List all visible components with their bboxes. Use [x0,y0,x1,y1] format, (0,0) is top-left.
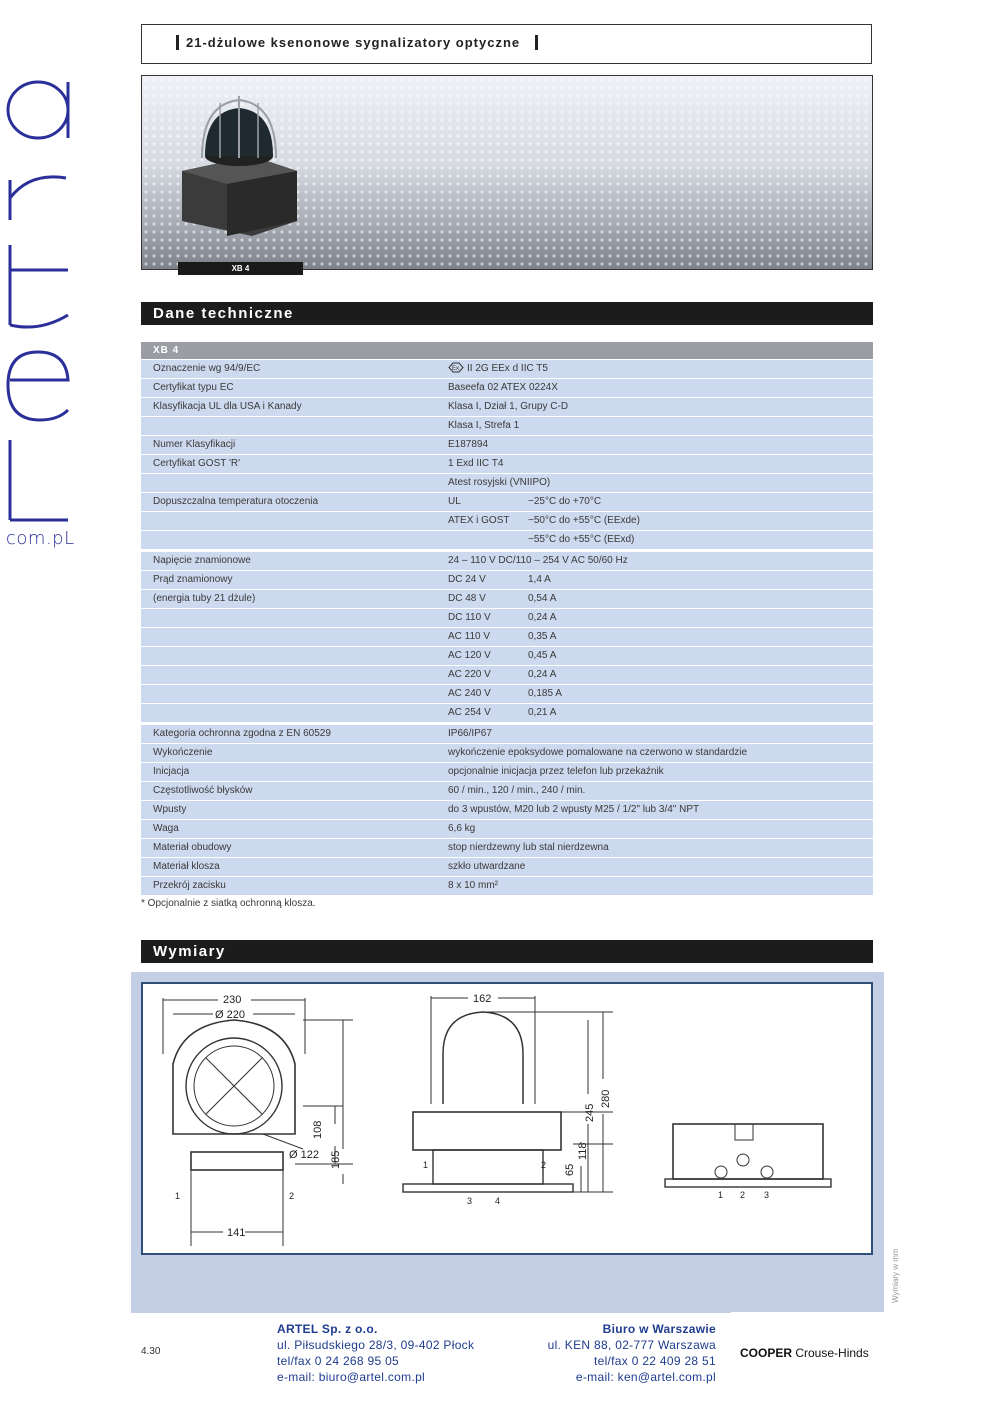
table-row [141,781,873,800]
technical-drawing [143,984,871,1253]
dim-185: 185 [330,1150,342,1169]
spec-value [448,628,490,646]
spec-value-secondary: 0,185 A [528,688,562,699]
spec-label: Materiał obudowy [153,842,232,853]
table-row [141,570,873,589]
spec-value-secondary: 0,54 A [528,593,557,604]
table-row [141,819,873,838]
table-row [141,473,873,492]
section-technical-data: Dane techniczne [141,302,873,325]
spec-label: Inicjacja [153,766,190,777]
table-row [141,703,873,722]
specs-table [141,342,873,895]
spec-label: (energia tuby 21 dżule) [153,593,256,604]
table-row [141,800,873,819]
office-title: Biuro w Warszawie [602,1322,716,1336]
spec-value [448,839,609,857]
footer-divider [131,1312,731,1313]
spec-value-secondary: 0,35 A [528,631,557,642]
spec-value [448,571,486,589]
spec-value-secondary: −55°C do +55°C (EExd) [528,534,635,545]
artel-logo [0,70,80,570]
page-title: 21-dżulowe ksenonowe sygnalizatory optyczne [186,35,521,50]
dim-118: 118 [577,1142,589,1160]
spec-value-text: IP66/IP67 [448,728,492,739]
section-dimensions: Wymiary [141,940,873,963]
spec-label: Oznaczenie wg 94/9/EC [153,363,261,374]
spec-value-text: AC 110 V [448,631,491,642]
office-email[interactable]: e-mail: ken@artel.com.pl [575,1370,716,1384]
table-row [141,627,873,646]
top-view-drawing [163,998,353,1246]
spec-value-text: AC 120 V [448,650,491,661]
table-row [141,857,873,876]
spec-value-text: 24 – 110 V DC/110 – 254 V AC 50/60 Hz [448,555,628,566]
ex-mark-icon [448,363,467,374]
dim-230: 230 [223,994,242,1006]
spec-label: Napięcie znamionowe [153,555,251,566]
company-phone: tel/fax 0 24 268 95 05 [277,1354,400,1368]
spec-value [448,744,747,762]
port-2-side: 2 [541,1160,547,1170]
port-2-top: 2 [289,1191,295,1201]
cooper-logo: COOPER Crouse-Hinds [740,1346,869,1360]
table-row [141,359,873,378]
dim-245: 245 [584,1103,596,1122]
table-row [141,838,873,857]
table-body [141,359,873,895]
table-header-model: XB 4 [141,342,873,359]
port-3-front: 3 [764,1190,770,1200]
port-3-side: 3 [467,1196,473,1206]
spec-value [448,858,525,876]
table-row [141,492,873,511]
spec-label: Certyfikat typu EC [153,382,234,393]
spec-value [448,763,664,781]
spec-value-secondary: 0,24 A [528,669,557,680]
spec-label: Waga [153,823,179,834]
spec-value-text: DC 48 V [448,593,486,604]
spec-value [448,685,491,703]
spec-value [448,417,519,435]
spec-value-text: ATEX i GOST [448,515,510,526]
spec-value-text: stop nierdzewny lub stal nierdzewna [448,842,609,853]
table-row [141,722,873,743]
table-row [141,397,873,416]
spec-label: Prąd znamionowy [153,574,233,585]
spec-value-text: Baseefa 02 ATEX 0224X [448,382,558,393]
table-row [141,646,873,665]
spec-value [448,436,488,454]
spec-value-text: 60 / min., 120 / min., 240 / min. [448,785,586,796]
table-row [141,684,873,703]
spec-value-text: DC 110 V [448,612,491,623]
table-row [141,743,873,762]
spec-value-text: szkło utwardzane [448,861,526,872]
side-view-drawing [403,996,613,1192]
dim-d122: Ø 122 [289,1149,319,1161]
svg-text:Ex: Ex [452,366,460,372]
spec-value [448,801,699,819]
company-name: ARTEL Sp. z o.o. [277,1322,378,1336]
dim-108: 108 [312,1120,324,1139]
page-number: 4.30 [141,1346,161,1357]
spec-value-text: do 3 wpustów, M20 lub 2 wpusty M25 / 1/2" lub 3/4" NPT [448,804,700,815]
spec-value-secondary: −25°C do +70°C [528,496,602,507]
table-row [141,876,873,895]
spec-value [448,398,568,416]
spec-value-text: E187894 [448,439,489,450]
spec-value [448,552,628,570]
dim-141: 141 [227,1227,246,1239]
spec-value [448,877,498,895]
spec-value-text: Klasa I, Dział 1, Grupy C-D [448,401,569,412]
table-row [141,530,873,549]
spec-value [448,647,491,665]
title-bar-right [535,35,538,50]
spec-value [448,609,491,627]
spec-label: Certyfikat GOST 'R' [153,458,240,469]
port-1-top: 1 [175,1191,181,1201]
dim-65: 65 [564,1163,576,1176]
table-row [141,435,873,454]
spec-label: Wpusty [153,804,187,815]
spec-value-text: AC 254 V [448,707,491,718]
dim-280: 280 [600,1089,612,1108]
front-view-drawing [665,1124,831,1187]
spec-value [448,725,492,743]
footnote: * Opcjonalnie z siatką ochronną klosza. [141,898,316,909]
office-phone: tel/fax 0 22 409 28 51 [593,1354,716,1368]
table-row [141,454,873,473]
spec-value-text: II 2G EEx d IIC T5 [467,363,548,374]
spec-value [448,820,475,838]
table-row [141,608,873,627]
spec-label: Wykończenie [153,747,213,758]
spec-value-text: AC 240 V [448,688,491,699]
spec-value-secondary: 0,45 A [528,650,557,661]
spec-value [448,666,491,684]
spec-value-secondary: −50°C do +55°C (EExde) [528,515,640,526]
table-row [141,762,873,781]
company-email[interactable]: e-mail: biuro@artel.com.pl [277,1370,426,1384]
spec-label: Materiał klosza [153,861,220,872]
units-note [884,1235,904,1305]
dimension-drawings [141,982,873,1255]
port-1-side: 1 [423,1160,429,1170]
spec-value [448,512,510,530]
spec-value-text: UL [448,496,461,507]
spec-value-text: wykończenie epoksydowe pomalowane na czerwono w standardzie [448,747,748,758]
svg-text:Wymiary w mm: Wymiary w mm [891,1248,900,1303]
spec-value-text: opcjonalnie inicjacja przez telefon lub przekaźnik [448,766,664,777]
dim-d220: Ø 220 [215,1009,245,1021]
spec-value [448,590,486,608]
table-row [141,589,873,608]
spec-value [448,455,503,473]
spec-label: Przekrój zacisku [153,880,226,891]
port-1-front: 1 [718,1190,724,1200]
logo-domain: com.pL [6,528,75,549]
table-row [141,378,873,397]
spec-label: Numer Klasyfikacji [153,439,236,450]
table-row [141,511,873,530]
signal-device-image [142,76,872,269]
photo-caption: XB 4 [178,262,303,275]
spec-value-text: AC 220 V [448,669,491,680]
spec-value-secondary: 0,24 A [528,612,557,623]
spec-value-text: 6,6 kg [448,823,476,834]
spec-value-secondary: 0,21 A [528,707,557,718]
table-row [141,416,873,435]
spec-value [448,493,461,511]
dim-162: 162 [473,993,492,1005]
title-bar-left [176,35,179,50]
spec-value-text: Klasa I, Strefa 1 [448,420,520,431]
spec-label: Klasyfikacja UL dla USA i Kanady [153,401,302,412]
spec-value-text: 8 x 10 mm² [448,880,499,891]
spec-value [448,704,491,722]
spec-label: Dopuszczalna temperatura otoczenia [153,496,319,507]
spec-label: Kategoria ochronna zgodna z EN 60529 [153,728,331,739]
port-4-side: 4 [495,1196,501,1206]
table-row [141,549,873,570]
spec-value [448,379,558,397]
port-2-front: 2 [740,1190,746,1200]
spec-value [448,474,550,492]
product-photo [141,75,873,270]
spec-value-text: DC 24 V [448,574,486,585]
office-address: ul. KEN 88, 02-777 Warszawa [547,1338,716,1352]
company-address: ul. Piłsudskiego 28/3, 09-402 Płock [277,1338,475,1352]
spec-value-text: Atest rosyjski (VNIIPO) [448,477,551,488]
spec-value-secondary: 1,4 A [528,574,551,585]
spec-label: Częstotliwość błysków [153,785,253,796]
table-row [141,665,873,684]
spec-value-text: 1 Exd IIC T4 [448,458,504,469]
spec-value [448,782,585,800]
spec-value [448,360,548,378]
